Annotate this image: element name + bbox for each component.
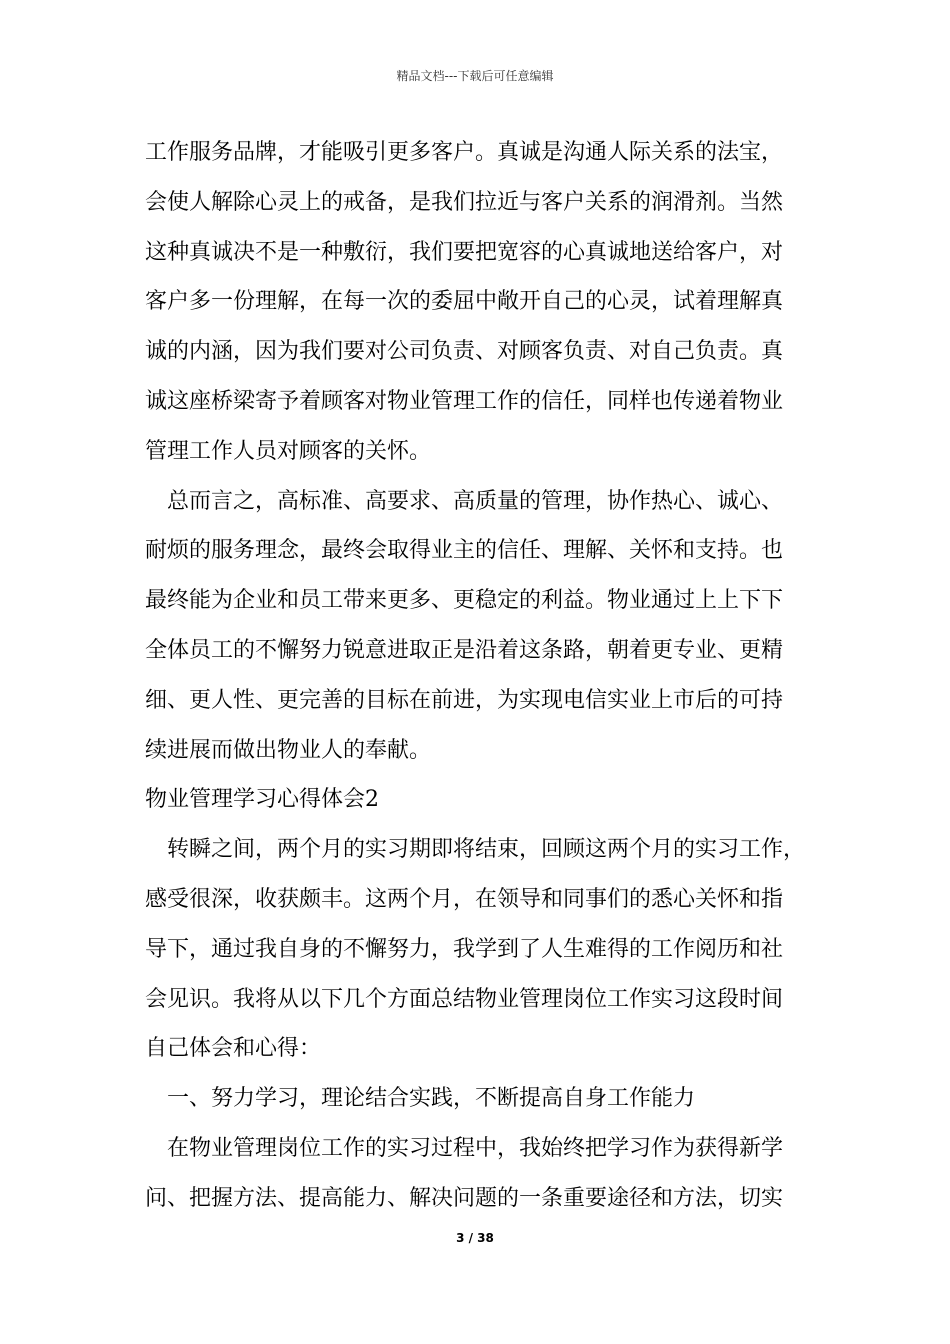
text-line: 耐烦的服务理念，最终会取得业主的信任、理解、关怀和支持。也 — [145, 538, 784, 564]
text-line: 问、把握方法、提高能力、解决问题的一条重要途径和方法，切实 — [145, 1185, 784, 1211]
text-line: 诚的内涵，因为我们要对公司负责、对顾客负责、对自己负责。真 — [145, 339, 784, 365]
text-line: 这种真诚决不是一种敷衍，我们要把宽容的心真诚地送给客户，对 — [145, 239, 784, 265]
document-body — [145, 128, 815, 1224]
text-line: 会见识。我将从以下几个方面总结物业管理岗位工作实习这段时间 — [145, 986, 784, 1012]
text-line: 最终能为企业和员工带来更多、更稳定的利益。物业通过上上下下 — [145, 588, 784, 614]
text-line: 导下，通过我自身的不懈努力，我学到了人生难得的工作阅历和社 — [145, 936, 784, 962]
page-number: 3 / 38 — [456, 1231, 494, 1245]
text-line: 诚这座桥梁寄予着顾客对物业管理工作的信任，同样也传递着物业 — [145, 388, 784, 414]
section-title: 物业管理学习心得体会2 — [145, 787, 379, 813]
page-header: 精品文档---下载后可任意编辑 — [396, 69, 554, 83]
text-line: 全体员工的不懈努力锐意进取正是沿着这条路，朝着更专业、更精 — [145, 637, 784, 663]
text-line: 续进展而做出物业人的奉献。 — [145, 737, 432, 763]
text-line: 工作服务品牌，才能吸引更多客户。真诚是沟通人际关系的法宝， — [145, 140, 784, 165]
text-line: 总而言之，高标准、高要求、高质量的管理，协作热心、诚心、 — [145, 488, 784, 514]
text-line: 会使人解除心灵上的戒备，是我们拉近与客户关系的润滑剂。当然 — [145, 189, 784, 215]
subheading: 一、努力学习，理论结合实践，不断提高自身工作能力 — [145, 1086, 696, 1112]
text-line: 感受很深，收获颇丰。这两个月，在领导和同事们的悉心关怀和指 — [145, 886, 784, 912]
text-line: 转瞬之间，两个月的实习期即将结束，回顾这两个月的实习工作， — [145, 837, 806, 863]
text-line: 细、更人性、更完善的目标在前进，为实现电信实业上市后的可持 — [145, 687, 784, 713]
text-line: 客户多一份理解，在每一次的委屈中敞开自己的心灵，试着理解真 — [145, 289, 784, 315]
text-line: 自己体会和心得： — [145, 1036, 322, 1062]
text-line: 在物业管理岗位工作的实习过程中，我始终把学习作为获得新学 — [145, 1135, 784, 1161]
text-line: 管理工作人员对顾客的关怀。 — [145, 438, 432, 464]
